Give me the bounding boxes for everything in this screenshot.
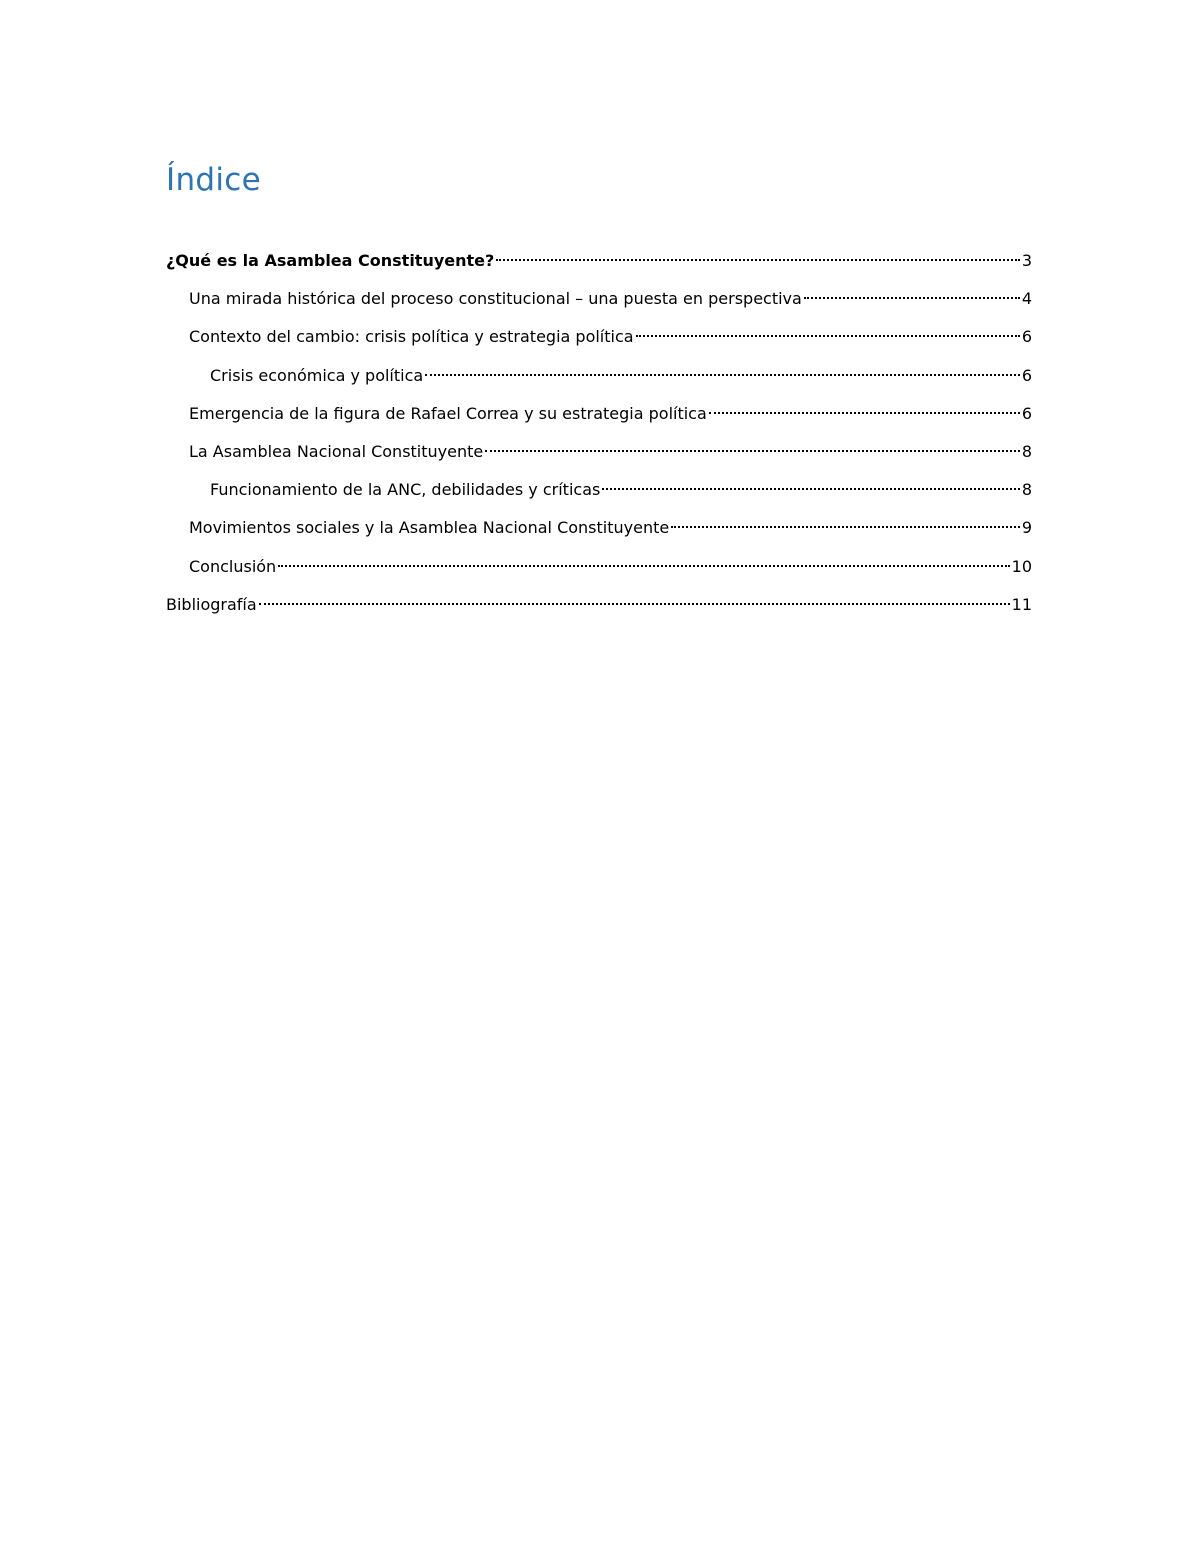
toc-dot-leader bbox=[804, 297, 1020, 299]
toc-page-number: 6 bbox=[1021, 365, 1032, 385]
toc-dot-leader bbox=[671, 526, 1020, 528]
toc-page-number: 3 bbox=[1021, 251, 1032, 270]
toc-dot-leader bbox=[259, 603, 1010, 605]
toc-page-number: 10 bbox=[1011, 556, 1032, 576]
toc-title: Índice bbox=[166, 162, 261, 198]
table-of-contents bbox=[166, 248, 1032, 630]
toc-entry-asamblea-nacional[interactable] bbox=[166, 439, 1032, 477]
toc-page-number: 6 bbox=[1021, 327, 1032, 347]
toc-entry-text: Movimientos sociales y la Asamblea Nacional Constituyente bbox=[189, 518, 670, 538]
toc-entry-text: Emergencia de la figura de Rafael Correa y su estrategia política bbox=[189, 403, 707, 423]
toc-entry-text: Contexto del cambio: crisis política y estrategia política bbox=[189, 327, 634, 347]
toc-entry-text: Conclusión bbox=[189, 556, 277, 576]
toc-entry-text: La Asamblea Nacional Constituyente bbox=[189, 441, 484, 461]
toc-page-number: 8 bbox=[1021, 441, 1032, 461]
toc-entry-text: Una mirada histórica del proceso constitucional – una puesta en perspectiva bbox=[189, 289, 802, 309]
toc-entry-text: ¿Qué es la Asamblea Constituyente? bbox=[166, 251, 495, 270]
toc-dot-leader bbox=[602, 488, 1019, 490]
toc-page-number: 9 bbox=[1021, 518, 1032, 538]
toc-page-number: 6 bbox=[1021, 403, 1032, 423]
toc-entry-text: Funcionamiento de la ANC, debilidades y críticas bbox=[210, 480, 601, 500]
toc-entry-text: Crisis económica y política bbox=[210, 365, 424, 385]
toc-page-number: 11 bbox=[1011, 594, 1032, 614]
toc-dot-leader bbox=[709, 412, 1020, 414]
toc-entry-emergencia-correa[interactable] bbox=[166, 401, 1032, 439]
toc-entry-crisis-economica[interactable] bbox=[166, 363, 1032, 401]
toc-dot-leader bbox=[496, 259, 1020, 261]
toc-page-number: 8 bbox=[1021, 480, 1032, 500]
toc-entry-funcionamiento-anc[interactable] bbox=[166, 477, 1032, 515]
toc-entry-mirada-historica[interactable] bbox=[166, 286, 1032, 324]
toc-dot-leader bbox=[425, 374, 1020, 376]
toc-entry-que-es-asamblea[interactable] bbox=[166, 248, 1032, 286]
toc-page-number: 4 bbox=[1021, 289, 1032, 309]
toc-dot-leader bbox=[636, 335, 1020, 337]
toc-entry-bibliografia[interactable] bbox=[166, 592, 1032, 630]
toc-entry-conclusion[interactable] bbox=[166, 554, 1032, 592]
toc-entry-movimientos-sociales[interactable] bbox=[166, 515, 1032, 553]
toc-entry-contexto-cambio[interactable] bbox=[166, 324, 1032, 362]
toc-dot-leader bbox=[485, 450, 1020, 452]
toc-dot-leader bbox=[278, 565, 1009, 567]
toc-entry-text: Bibliografía bbox=[166, 594, 257, 614]
